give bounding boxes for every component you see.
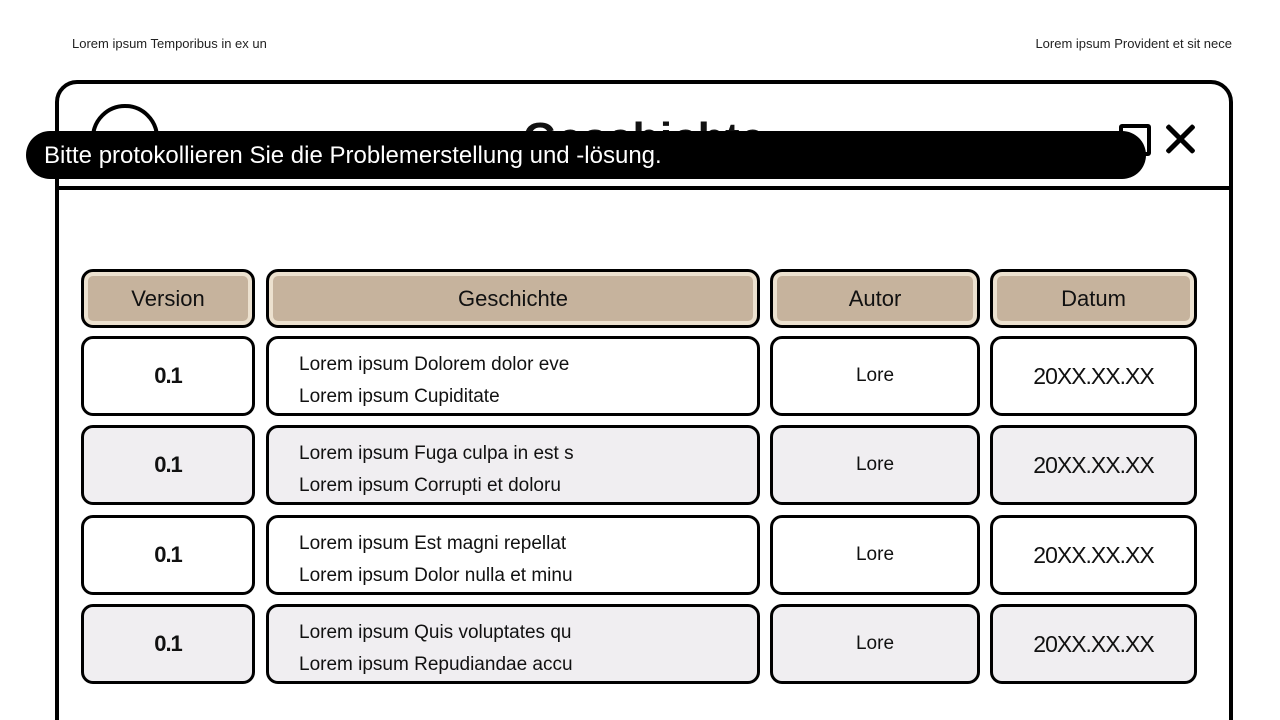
column-header-history: Geschichte xyxy=(266,269,760,328)
row-1-date: 20XX.XX.XX xyxy=(990,336,1197,416)
row-4-date: 20XX.XX.XX xyxy=(990,604,1197,684)
close-button[interactable] xyxy=(1163,122,1197,156)
row-2-date: 20XX.XX.XX xyxy=(990,425,1197,505)
row-4-history-line-1: Lorem ipsum Quis voluptates qu xyxy=(299,622,572,643)
row-1-version: 0.1 xyxy=(81,336,255,416)
row-1-history xyxy=(266,336,760,416)
row-2-history-line-1: Lorem ipsum Fuga culpa in est s xyxy=(299,443,574,464)
row-3-date: 20XX.XX.XX xyxy=(990,515,1197,595)
row-3-history-line-2: Lorem ipsum Dolor nulla et minu xyxy=(299,565,573,586)
row-2-history xyxy=(266,425,760,505)
row-2-history-line-2: Lorem ipsum Corrupti et doloru xyxy=(299,475,561,496)
row-3-history-line-1: Lorem ipsum Est magni repellat xyxy=(299,533,567,554)
column-header-author: Autor xyxy=(770,269,980,328)
top-right-caption: Lorem ipsum Provident et sit nece xyxy=(1035,36,1232,51)
row-1-history-line-1: Lorem ipsum Dolorem dolor eve xyxy=(299,354,570,375)
column-header-date: Datum xyxy=(990,269,1197,328)
top-left-caption: Lorem ipsum Temporibus in ex un xyxy=(72,36,267,51)
instruction-banner: Bitte protokollieren Sie die Problemerstellung und -lösung. xyxy=(26,131,1146,179)
row-2-version: 0.1 xyxy=(81,425,255,505)
row-3-version: 0.1 xyxy=(81,515,255,595)
row-1-history-line-2: Lorem ipsum Cupiditate xyxy=(299,386,500,407)
row-4-history-line-2: Lorem ipsum Repudiandae accu xyxy=(299,654,573,675)
row-2-author: Lore xyxy=(770,425,980,505)
row-3-author: Lore xyxy=(770,515,980,595)
row-4-version: 0.1 xyxy=(81,604,255,684)
row-1-author: Lore xyxy=(770,336,980,416)
column-header-version: Version xyxy=(81,269,255,328)
row-3-history xyxy=(266,515,760,595)
row-4-history xyxy=(266,604,760,684)
row-4-author: Lore xyxy=(770,604,980,684)
